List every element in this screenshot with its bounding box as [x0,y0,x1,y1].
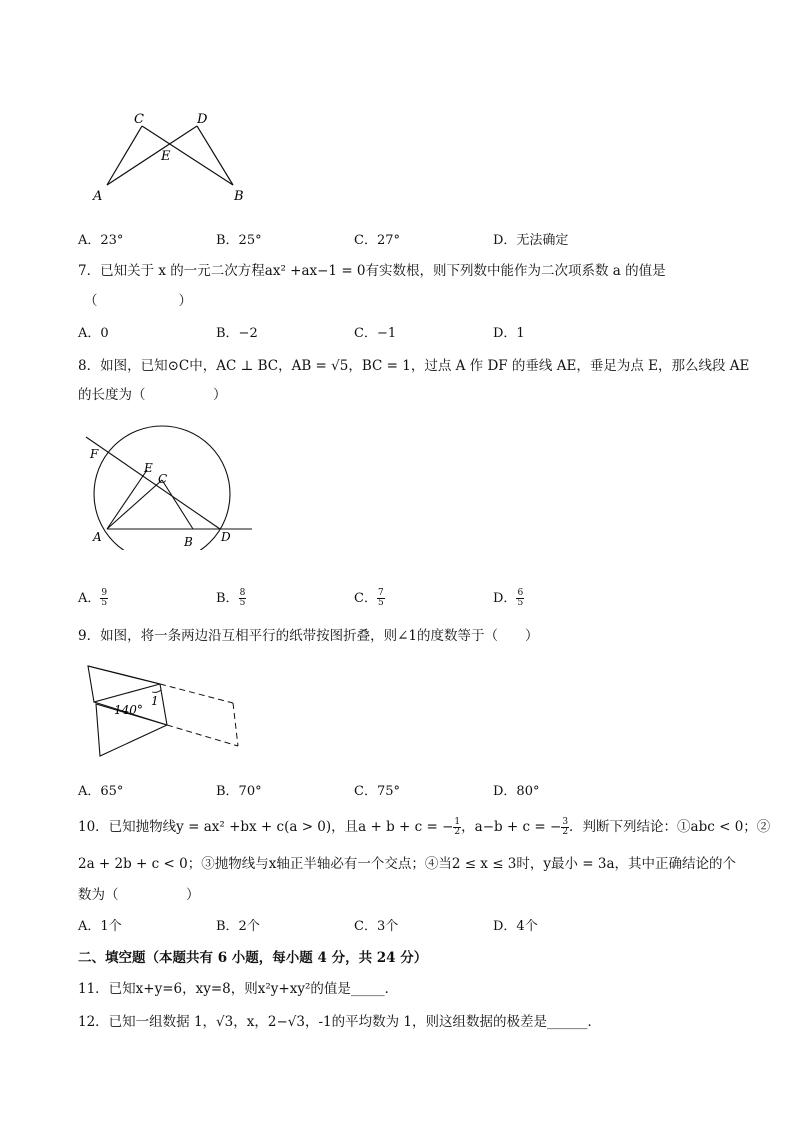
q8-circle [94,426,230,550]
q8-line-cb [162,480,193,529]
q10-line1-part-b: ，a−b + c = − [461,819,562,835]
q8-option-a-num: 9 [101,588,108,598]
q9-option-c[interactable]: C．75° [354,784,400,799]
q9-dashed-bottom [167,725,238,746]
q8-option-c[interactable] [354,587,385,608]
q9-label-1: 1 [151,694,159,708]
section-2-heading: 二、填空题（本题共有 6 小题，每小题 4 分，共 24 分） [78,950,428,966]
q9-label-140: 140° [114,703,143,717]
q10-stem-line3: 数为（ ） [78,887,200,903]
q10-frac2-den: 2 [562,827,569,837]
q8-option-a-den: 5 [101,598,108,608]
q10-fraction-half [453,818,461,837]
q8-option-d-fraction [516,589,524,608]
q8-line-fd [86,437,220,529]
q7-answer-blank[interactable]: （ ） [84,293,192,309]
q9-stem: 9．如图，将一条两边沿互相平行的纸带按图折叠，则∠1的度数等于（ ） [78,628,539,644]
q8-option-b-num: 8 [239,588,246,598]
q8-option-a[interactable] [78,587,108,608]
q6-label-e: E [161,149,171,164]
q8-label-d: D [221,530,231,544]
q9-strip-upper [88,666,160,702]
q10-frac2-num: 3 [562,817,569,827]
q6-option-c[interactable]: C．27° [354,233,400,248]
q6-label-b: B [234,189,244,204]
q8-option-b-den: 5 [239,598,246,608]
q8-line-ac [107,480,162,529]
q7-option-c[interactable]: C．−1 [354,326,397,341]
q7-option-a[interactable]: A．0 [78,326,109,341]
q10-stem-line2: 2a + 2b + c < 0；③抛物线与x轴正半轴必有一个交点；④当2 ≤ x ≤ 3时，y最小 = 3a，其中正确结论的个 [78,856,737,872]
q8-option-c-num: 7 [377,588,384,598]
q12-stem: 12．已知一组数据 1，√3，x，2−√3，-1的平均数为 1，则这组数据的极差是______． [78,1014,601,1030]
q8-option-d-num: 6 [517,588,524,598]
q10-option-c[interactable]: C．3个 [354,919,399,934]
q8-option-a-fraction [100,589,108,608]
q6-option-a[interactable]: A．23° [78,233,124,248]
q8-label-c: C [158,472,168,486]
q10-frac1-den: 2 [454,827,461,837]
q8-option-b-fraction [239,589,247,608]
q8-label-e: E [144,461,153,475]
q6-label-d: D [197,112,208,127]
q6-label-a: A [93,189,103,204]
q6-label-c: C [134,112,144,127]
q7-stem: 7．已知关于 x 的一元二次方程ax² +ax−1 = 0有实数根，则下列数中能作为二次项系数 a 的值是 [78,263,666,279]
q8-option-a-letter: A． [78,591,101,606]
q7-option-d[interactable]: D．1 [493,326,525,341]
q11-stem: 11．已知x+y=6，xy=8，则x²y+xy²的值是_____． [78,981,399,997]
q8-option-c-letter: C． [354,591,377,606]
q9-figure [80,658,250,758]
q6-option-d[interactable]: D．无法确定 [493,233,569,248]
q6-option-b[interactable]: B．25° [216,233,262,248]
q8-label-f: F [90,447,99,461]
q10-stem-line1 [78,815,770,837]
q9-option-b[interactable]: B．70° [216,784,262,799]
q8-label-b: B [184,535,193,549]
q8-option-d-letter: D． [493,591,517,606]
q10-fraction-three-halves [561,818,569,837]
q8-label-a: A [93,530,102,544]
q10-line1-part-c: ．判断下列结论：①abc < 0；② [569,819,771,835]
q8-figure [80,425,260,550]
q10-line1-part-a: 10．已知抛物线y = ax² +bx + c(a > 0)，且a + b + c = − [78,819,454,835]
q7-option-b[interactable]: B．−2 [216,326,258,341]
q8-line-ae [107,470,147,529]
q9-dashed-top [160,684,233,703]
q10-option-a[interactable]: A．1个 [78,919,122,934]
q10-option-b[interactable]: B．2个 [216,919,260,934]
q9-dashed-right [233,703,238,746]
q8-option-b[interactable] [216,587,246,608]
q9-option-a[interactable]: A．65° [78,784,124,799]
q8-option-c-den: 5 [377,598,384,608]
q8-option-d[interactable] [493,587,524,608]
q10-option-d[interactable]: D．4个 [493,919,538,934]
q9-strip-upper-edge [88,666,160,684]
q8-option-b-letter: B． [216,591,239,606]
q8-stem-line2: 的长度为（ ） [78,387,227,403]
q6-figure [80,105,260,215]
q8-option-c-fraction [377,589,385,608]
q8-stem-line1: 8．如图，已知⊙C中，AC ⊥ BC，AB = √5，BC = 1，过点 A 作 DF 的垂线 AE，垂足为点 E，那么线段 AE [78,358,750,374]
q9-option-d[interactable]: D．80° [493,784,540,799]
q10-frac1-num: 1 [454,817,461,827]
q8-option-d-den: 5 [517,598,524,608]
